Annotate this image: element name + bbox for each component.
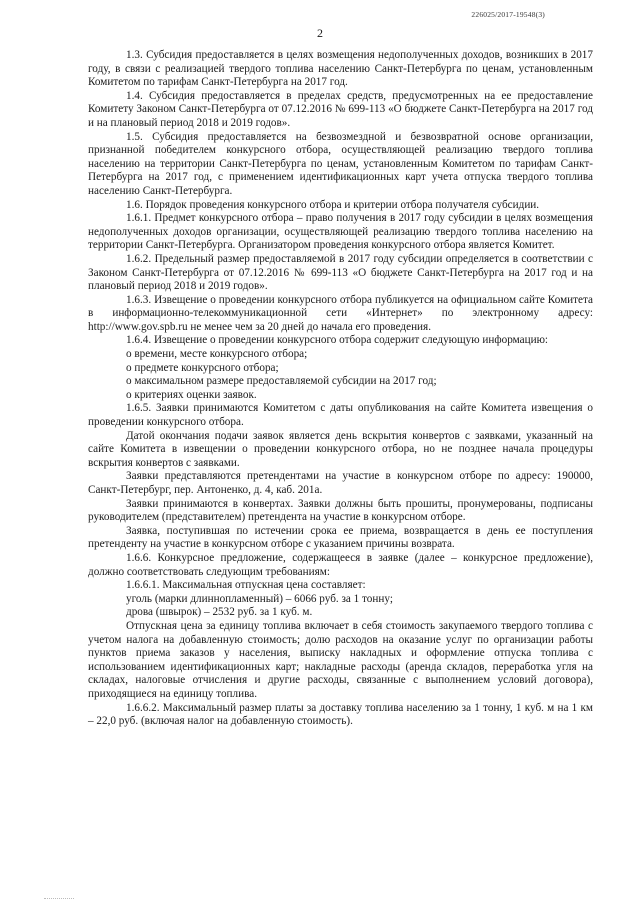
paragraph-envelopes: Заявки принимаются в конвертах. Заявки должны быть прошиты, пронумерованы, подписаны руководителем (представителем) претендента на участие в конкурсном отборе.	[88, 497, 593, 524]
list-item: о времени, месте конкурсного отбора;	[126, 348, 308, 361]
scan-artifact	[44, 898, 74, 899]
paragraph-1-6-6: 1.6.6. Конкурсное предложение, содержащееся в заявке (далее – конкурсное предложение), должно соответствовать следующим требованиям:	[88, 551, 593, 578]
paragraph-1-6-6-1: 1.6.6.1. Максимальная отпускная цена составляет:	[126, 579, 366, 592]
paragraph-1-6-3: 1.6.3. Извещение о проведении конкурсного отбора публикуется на официальном сайте Комитета в информационно-телекоммуникационной сети «Интернет» по электронному адресу: http://www.gov.spb.ru не менее чем за 20 дней до начала его проведения.	[88, 293, 593, 333]
list-item: о критериях оценки заявок.	[126, 388, 257, 401]
paragraph-1-3: 1.3. Субсидия предоставляется в целях возмещения недополученных доходов, возникших в 2017 году, в связи с реализацией твердого топлива населению Санкт-Петербурга по ценам, установленным Комитетом по тарифам Санкт-Петербурга на 2017 год.	[88, 49, 593, 89]
document-body	[88, 49, 593, 729]
document-number: 226025/2017-19548(3)	[471, 10, 545, 19]
paragraph-address: Заявки представляются претендентами на участие в конкурсном отборе по адресу: 190000, Санкт-Петербург, пер. Антоненко, д. 4, каб. 201а.	[88, 470, 593, 496]
paragraph-1-6-5: 1.6.5. Заявки принимаются Комитетом с даты опубликования на сайте Комитета извещения о проведении конкурсного отбора.	[88, 402, 593, 429]
paragraph-1-4: 1.4. Субсидия предоставляется в пределах средств, предусмотренных на ее предоставление Комитету Законом Санкт-Петербурга от 07.12.2016 № 699-113 «О бюджете Санкт-Петербурга на 2017 год и на плановый период 2018 и 2019 годов».	[88, 89, 593, 129]
price-firewood: дрова (швырок) – 2532 руб. за 1 куб. м.	[126, 606, 313, 619]
paragraph-1-6-1: 1.6.1. Предмет конкурсного отбора – право получения в 2017 году субсидии в целях возмещения недополученных доходов организации, осуществляющей реализацию твердого топлива населению на территории Санкт-Петербурга. Организатором проведения конкурсного отбора является Комитет.	[88, 212, 593, 252]
list-item: о максимальном размере предоставляемой субсидии на 2017 год;	[126, 375, 437, 388]
price-coal: уголь (марки длиннопламенный) – 6066 руб. за 1 тонну;	[126, 592, 393, 605]
paragraph-1-6-4: 1.6.4. Извещение о проведении конкурсного отбора содержит следующую информацию:	[126, 334, 549, 347]
paragraph-deadline: Датой окончания подачи заявок является день вскрытия конвертов с заявками, указанный на сайте Комитета в извещении о проведении конкурсного отбора, но не позднее начала процедуры вскрытия конвертов с заявками.	[88, 429, 593, 469]
paragraph-late-application: Заявка, поступившая по истечении срока ее приема, возвращается в день ее поступления претенденту на участие в конкурсном отборе с указанием причины возврата.	[88, 524, 593, 551]
paragraph-price-composition: Отпускная цена за единицу топлива включает в себя стоимость закупаемого твердого топлива с учетом налога на добавленную стоимость; долю расходов на оказание услуг по организации работы пунктов приема заказов у населения, выписку накладных и оформление отпуска топлива с использованием идентификационных карт; накладные расходы (аренда складов, переработка угля на складах, налоговые отчисления и другие расходы, связанные с выполнением условий договора), приходящиеся на единицу топлива.	[88, 619, 593, 700]
paragraph-1-6-2: 1.6.2. Предельный размер предоставляемой в 2017 году субсидии определяется в соответствии с Законом Санкт-Петербурга от 07.12.2016 № 699-113 «О бюджете Санкт-Петербурга на 2017 год и на плановый период 2018 и 2019 годов».	[88, 252, 593, 293]
list-item: о предмете конкурсного отбора;	[126, 361, 279, 374]
paragraph-1-6-6-2: 1.6.6.2. Максимальный размер платы за доставку топлива населению за 1 тонну, 1 куб. м на 1 км – 22,0 руб. (включая налог на добавленную стоимость).	[88, 701, 593, 728]
page-number: 2	[317, 26, 323, 40]
paragraph-1-5: 1.5. Субсидия предоставляется на безвозмездной и безвозвратной основе организации, признанной победителем конкурсного отбора, осуществляющей реализацию твердого топлива населению на территории Санкт-Петербурга по ценам, установленным Комитетом по тарифам Санкт-Петербурга на 2017 год, с применением идентификационных карт учета отпуска твердого топлива населению Санкт-Петербурга.	[88, 130, 593, 197]
paragraph-1-6: 1.6. Порядок проведения конкурсного отбора и критерии отбора получателя субсидии.	[126, 198, 540, 211]
